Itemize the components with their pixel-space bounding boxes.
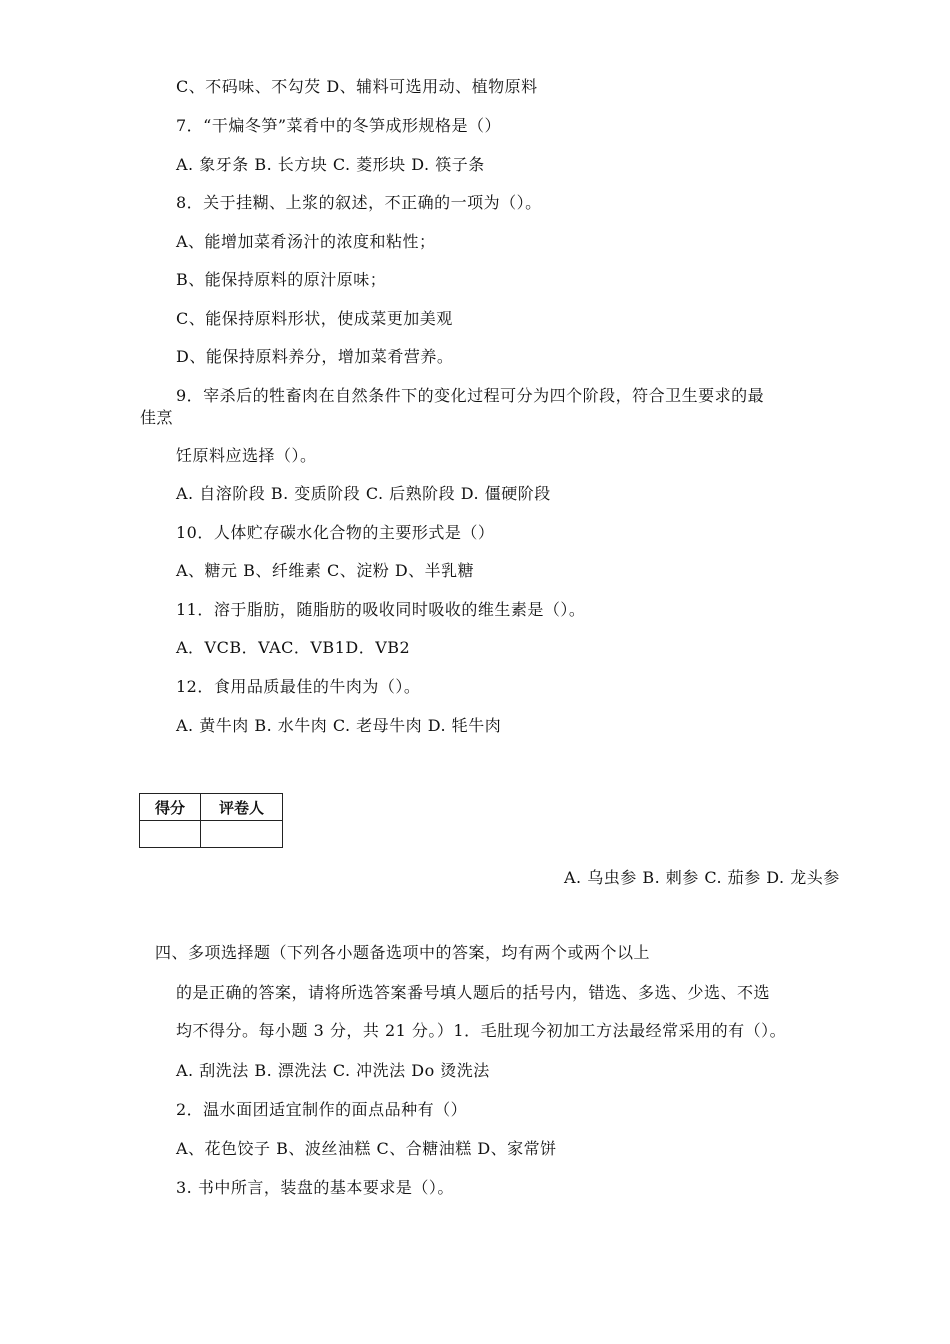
question-8-option-b: B、能保持原料的原汁原味； bbox=[176, 270, 387, 289]
question-8-option-c: C、能保持原料形状，使成菜更加美观 bbox=[176, 309, 453, 328]
question-10-options: A、糖元 B、纤维素 C、淀粉 D、半乳糖 bbox=[176, 561, 475, 580]
question-9-continued: 饪原料应选择（）。 bbox=[176, 446, 317, 465]
mq-1-options: A. 刮洗法 B. 漂洗法 C. 冲洗法 Do 烫洗法 bbox=[176, 1061, 490, 1080]
question-9: 9．宰杀后的牲畜肉在自然条件下的变化过程可分为四个阶段，符合卫生要求的最 bbox=[176, 386, 765, 405]
question-8-option-d: D、能保持原料养分，增加菜肴营养。 bbox=[176, 347, 454, 366]
question-11-options: A．VCB．VAC．VB1D．VB2 bbox=[176, 638, 411, 657]
question-7: 7．“干煸冬笋”菜肴中的冬笋成形规格是（） bbox=[176, 116, 502, 135]
question-9-wrap: 佳烹 bbox=[140, 408, 174, 427]
score-header: 得分 bbox=[140, 794, 201, 821]
grader-cell bbox=[201, 821, 283, 848]
text-line: C、不码味、不勾芡 D、辅料可选用动、植物原料 bbox=[176, 77, 538, 96]
question-12-options: A. 黄牛肉 B. 水牛肉 C. 老母牛肉 D. 牦牛肉 bbox=[176, 716, 502, 735]
question-8-option-a: A、能增加菜肴汤汁的浓度和粘性； bbox=[176, 232, 436, 251]
question-7-options: A. 象牙条 B. 长方块 C. 菱形块 D. 筷子条 bbox=[176, 155, 485, 174]
mq-2: 2．温水面团适宜制作的面点品种有（） bbox=[176, 1100, 468, 1119]
question-8: 8．关于挂糊、上浆的叙述，不正确的一项为（）。 bbox=[176, 193, 542, 212]
grader-header: 评卷人 bbox=[201, 794, 283, 821]
section-4-question-1: 均不得分。每小题 3 分，共 21 分。）1．毛肚现今初加工方法最经常采用的有（）。 bbox=[176, 1021, 787, 1040]
mq-3: 3. 书中所言，装盘的基本要求是（）。 bbox=[176, 1178, 454, 1197]
section-4-instructions: 的是正确的答案，请将所选答案番号填人题后的括号内，错选、多选、少选、不选 bbox=[176, 983, 771, 1002]
question-11: 11．溶于脂肪，随脂肪的吸收同时吸收的维生素是（）。 bbox=[176, 600, 586, 619]
score-table bbox=[139, 793, 283, 848]
sea-cucumber-options: A. 乌虫参 B. 刺参 C. 茄参 D. 龙头参 bbox=[564, 868, 840, 887]
question-9-options: A. 自溶阶段 B. 变质阶段 C. 后熟阶段 D. 僵硬阶段 bbox=[176, 484, 551, 503]
question-10: 10．人体贮存碳水化合物的主要形式是（） bbox=[176, 523, 495, 542]
section-4-heading: 四、多项选择题（下列各小题备选项中的答案，均有两个或两个以上 bbox=[155, 943, 651, 962]
mq-2-options: A、花色饺子 B、波丝油糕 C、合糖油糕 D、家常饼 bbox=[176, 1139, 557, 1158]
score-cell bbox=[140, 821, 201, 848]
question-12: 12．食用品质最佳的牛肉为（）。 bbox=[176, 677, 421, 696]
